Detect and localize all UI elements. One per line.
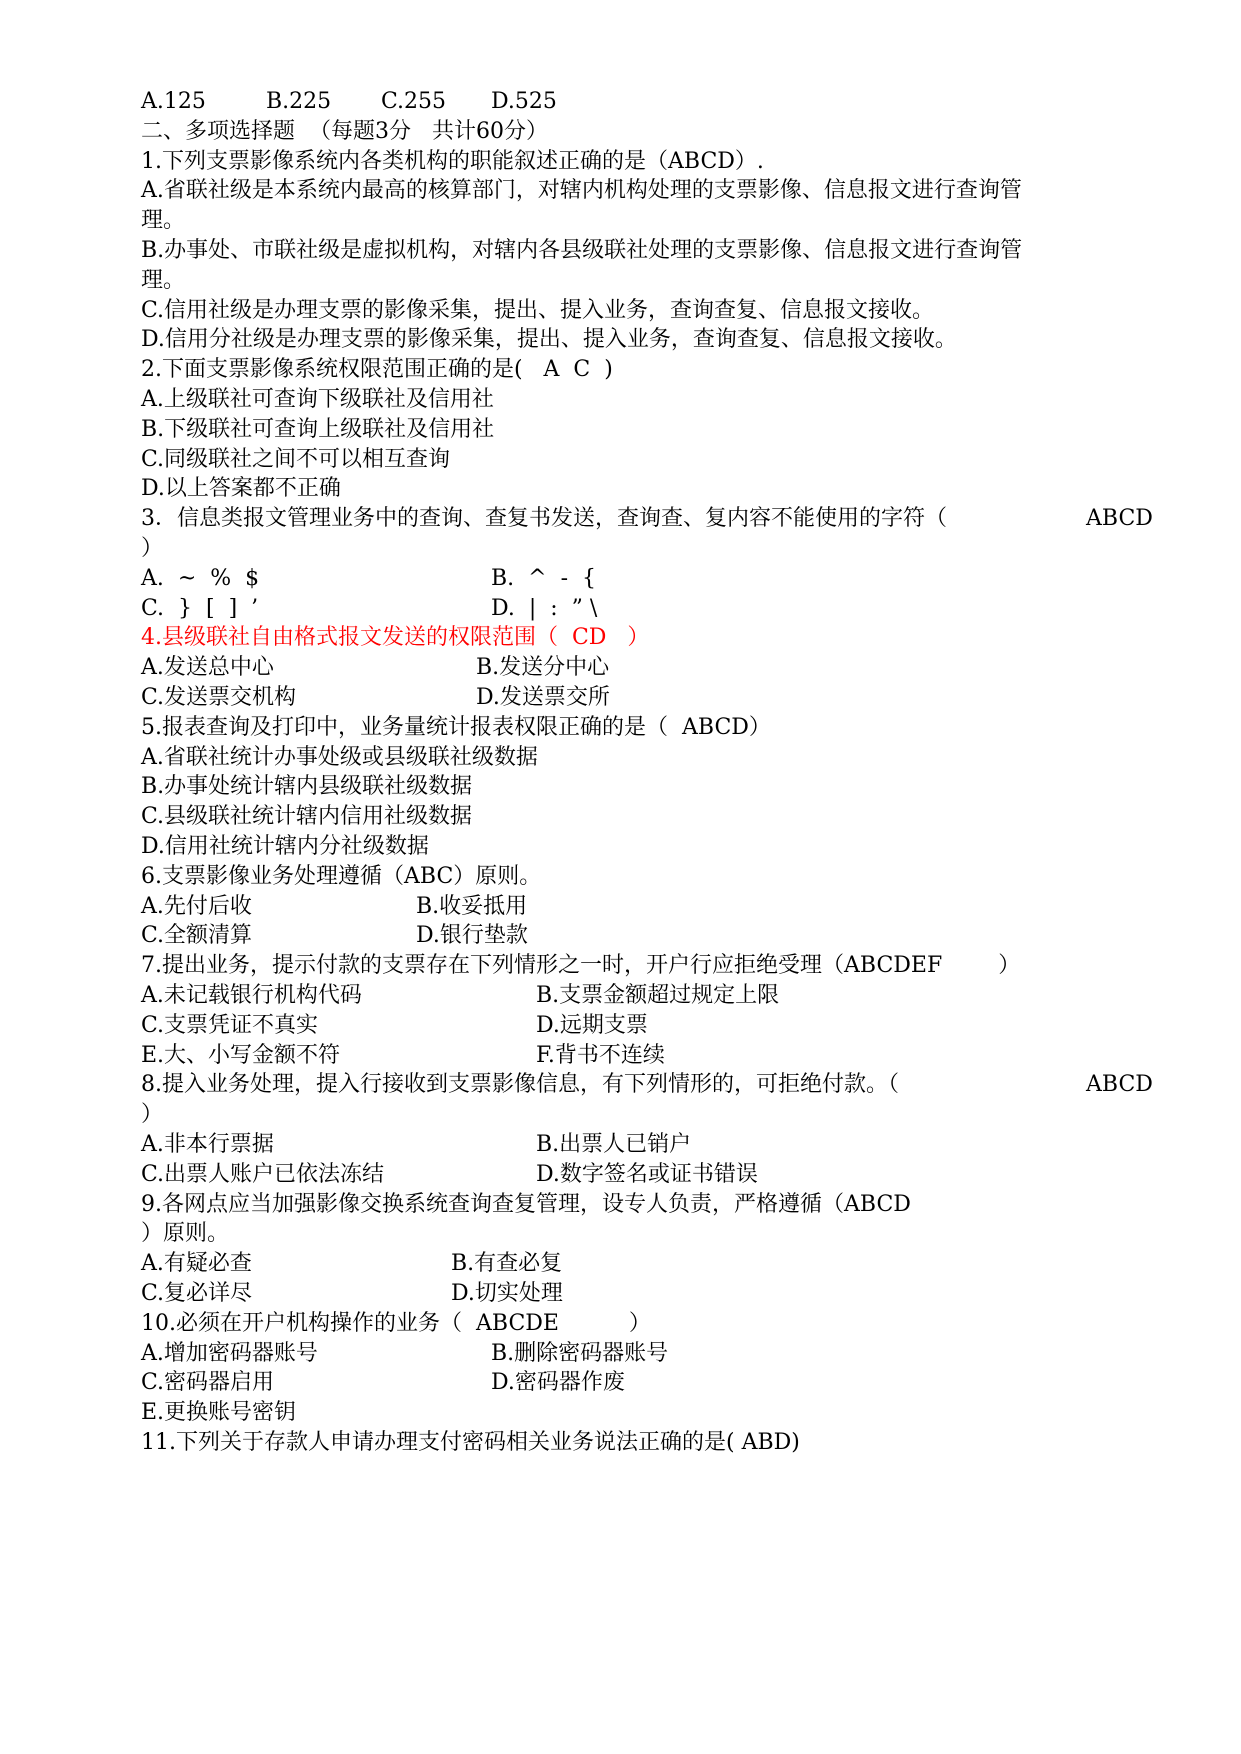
text-line: ）原则。 [141,1221,230,1247]
text-line: 2.下面支票影像系统权限范围正确的是( A C ) [141,357,613,383]
text-line: 理。 [141,208,186,234]
text-line: E.更换账号密钥 [141,1400,297,1426]
text-column: D.数字签名或证书错误 [536,1161,758,1187]
text-line: 4.县级联社自由格式报文发送的权限范围（ CD ） [141,625,650,651]
text-line: D.信用分社级是办理支票的影像采集，提出、提入业务，查询查复、信息报文接收。 [141,327,957,353]
text-column: B.225 [266,89,332,114]
text-column: ABCD [1086,1072,1153,1098]
text-line: B.办事处、市联社级是虚拟机构，对辖内各县级联社处理的支票影像、信息报文进行查询管 [141,238,1023,263]
text-column: E.大、小写金额不符 [141,1042,341,1068]
text-column: A.非本行票据 [141,1132,274,1157]
text-column: A.先付后收 [141,893,252,919]
text-column: B.发送分中心 [476,655,610,681]
text-column: C.全额清算 [141,923,253,949]
text-line: D.信用社统计辖内分社级数据 [141,834,429,859]
text-column: C.复必详尽 [141,1281,253,1306]
text-column: C.出票人账户已依法冻结 [141,1161,385,1187]
text-column: C.密码器启用 [141,1370,275,1396]
text-line: A.省联社统计办事处级或县级联社级数据 [141,744,538,770]
text-column: B.收妥抵用 [416,893,528,919]
text-line: B.办事处统计辖内县级联社级数据 [141,774,473,800]
text-line: C.同级联社之间不可以相互查询 [141,446,451,472]
text-line: 1.下列支票影像系统内各类机构的职能叙述正确的是（ABCD）. [141,148,764,174]
text-column: A.125 [141,89,206,114]
text-line: 理。 [141,267,186,293]
text-column: A. ~ % $ [141,565,260,591]
text-column: C.255 [381,89,447,114]
text-line: 6.支票影像业务处理遵循（ABC）原则。 [141,863,542,889]
text-line: C.县级联社统计辖内信用社级数据 [141,804,473,830]
text-column: C.发送票交机构 [141,685,297,710]
text-column: F.背书不连续 [536,1042,665,1068]
text-line: 11.下列关于存款人申请办理支付密码相关业务说法正确的是( ABD) [141,1430,800,1455]
text-column: B.支票金额超过规定上限 [536,983,780,1008]
text-column: 3．信息类报文管理业务中的查询、查复书发送，查询查、复内容不能使用的字符（ [141,506,947,532]
text-column: D.发送票交所 [476,685,610,710]
text-column: A.发送总中心 [141,655,274,681]
text-line: 二、多项选择题 （每题3分 共计60分） [141,118,548,144]
text-column: A.有疑必查 [141,1251,252,1277]
text-line: ） [141,536,164,561]
text-line: 5.报表查询及打印中，业务量统计报表权限正确的是（ ABCD） [141,714,771,740]
text-column: A.未记载银行机构代码 [141,983,362,1008]
text-column: C.支票凭证不真实 [141,1012,319,1038]
text-column: C. } [ ] ’ [141,595,259,621]
text-line: 9.各网点应当加强影像交换系统查询查复管理，设专人负责，严格遵循（ABCD [141,1191,911,1217]
text-column: D.银行垫款 [416,923,528,949]
text-line: C.信用社级是办理支票的影像采集，提出、提入业务，查询查复、信息报文接收。 [141,297,935,323]
text-column: B. ^ - { [491,565,596,591]
text-line: 10.必须在开户机构操作的业务（ ABCDE ） [141,1310,651,1336]
text-line: A.上级联社可查询下级联社及信用社 [141,387,494,412]
text-column: D. | : ” \ [491,595,598,621]
text-column: A.增加密码器账号 [141,1340,318,1366]
text-column: B.删除密码器账号 [491,1340,669,1366]
text-line: ） [141,1102,164,1128]
text-column: D.密码器作废 [491,1370,625,1396]
text-column: D.525 [491,89,557,114]
text-line: D.以上答案都不正确 [141,476,341,502]
text-column: D.远期支票 [536,1012,648,1038]
text-line: A.省联社级是本系统内最高的核算部门，对辖内机构处理的支票影像、信息报文进行查询管 [141,178,1022,204]
text-column: B.有查必复 [451,1251,563,1277]
text-line: 7.提出业务，提示付款的支票存在下列情形之一时，开户行应拒绝受理（ABCDEF ） [141,953,1021,979]
text-column: ABCD [1086,506,1153,532]
text-column: D.切实处理 [451,1281,563,1306]
text-column: B.出票人已销户 [536,1132,692,1157]
text-column: 8.提入业务处理，提入行接收到支票影像信息，有下列情形的，可拒绝付款。（ [141,1072,899,1098]
text-line: B.下级联社可查询上级联社及信用社 [141,416,495,442]
